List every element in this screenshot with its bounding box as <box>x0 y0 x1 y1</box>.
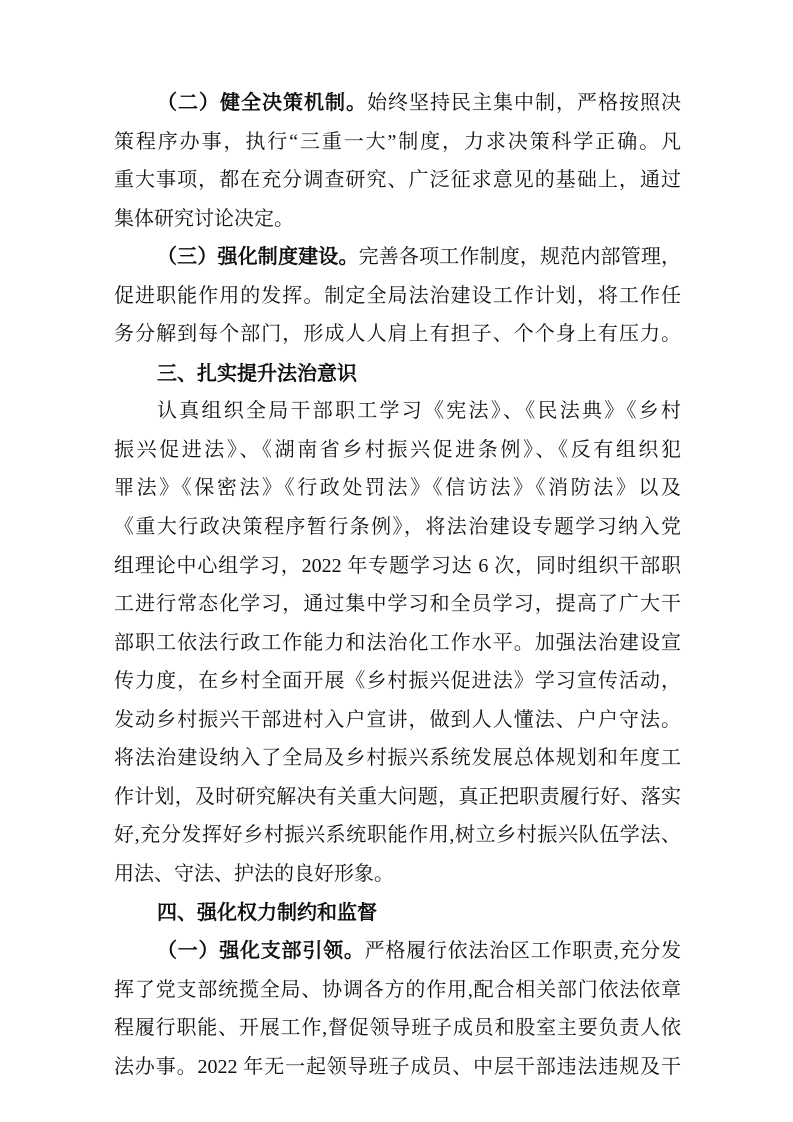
paragraph-line: 将法治建设纳入了全局及乡村振兴系统发展总体规划和年度工 <box>114 747 681 770</box>
paragraph-line: 振兴促进法》、《湖南省乡村振兴促进条例》、《反有组织犯 <box>114 438 681 461</box>
line-text: 严格履行依法治区工作职责,充分发 <box>364 940 681 963</box>
paragraph-line <box>114 238 681 277</box>
paragraph-line: 法办事。2022 年无一起领导班子成员、中层干部违法违规及干 <box>114 1055 681 1078</box>
paragraph-line: 程履行职能、开展工作,督促领导班子成员和股室主要负责人依 <box>114 1017 681 1040</box>
paragraph-line: 《重大行政决策程序暂行条例》，将法治建设专题学习纳入党 <box>114 516 681 539</box>
line-text: 始终坚持民主集中制，严格按照决 <box>367 92 681 114</box>
paragraph-line: 用法、守法、护法的良好形象。 <box>114 862 394 885</box>
paragraph-line <box>114 84 681 123</box>
paragraph-line: 挥了党支部统揽全局、协调各方的作用,配合相关部门依法依章 <box>114 978 681 1001</box>
paragraph-line: 策程序办事，执行“三重一大”制度，力求决策科学正确。凡 <box>114 130 681 153</box>
section-lead: （一）强化支部引领。 <box>157 940 365 963</box>
section-heading: 三、扎实提升法治意识 <box>157 360 357 385</box>
paragraph-line: 务分解到每个部门，形成人人肩上有担子、个个身上有压力。 <box>114 323 681 346</box>
section-lead: （三）强化制度建设。 <box>157 246 359 269</box>
section-heading: 四、强化权力制约和监督 <box>157 900 377 925</box>
paragraph-line: 工进行常态化学习，通过集中学习和全员学习，提高了广大干 <box>114 593 681 616</box>
paragraph-line: 好,充分发挥好乡村振兴系统职能作用,树立乡村振兴队伍学法、 <box>114 824 681 847</box>
paragraph-line: 重大事项，都在充分调查研究、广泛征求意见的基础上，通过 <box>114 169 681 192</box>
paragraph-line: 部职工依法行政工作能力和法治化工作水平。加强法治建设宣 <box>114 631 681 654</box>
paragraph-line: 集体研究讨论决定。 <box>114 207 294 230</box>
paragraph-line: 罪法》《保密法》《行政处罚法》《信访法》《消防法》以及 <box>114 477 681 500</box>
paragraph-line: 作计划，及时研究解决有关重大问题，真正把职责履行好、落实 <box>114 785 681 808</box>
paragraph-line: 组理论中心组学习，2022 年专题学习达 6 次，同时组织干部职 <box>114 554 681 577</box>
paragraph-line: 促进职能作用的发挥。制定全局法治建设工作计划，将工作任 <box>114 284 681 307</box>
section-lead: （二）健全决策机制。 <box>157 92 367 114</box>
paragraph-line <box>114 932 681 971</box>
line-text: 完善各项工作制度，规范内部管理， <box>358 246 681 269</box>
document-page <box>114 84 681 1086</box>
paragraph-line: 传力度，在乡村全面开展《乡村振兴促进法》学习宣传活动， <box>114 670 681 693</box>
paragraph-line: 发动乡村振兴干部进村入户宣讲，做到人人懂法、户户守法。 <box>114 708 681 731</box>
paragraph-line: 认真组织全局干部职工学习《宪法》、《民法典》《乡村 <box>157 400 681 423</box>
